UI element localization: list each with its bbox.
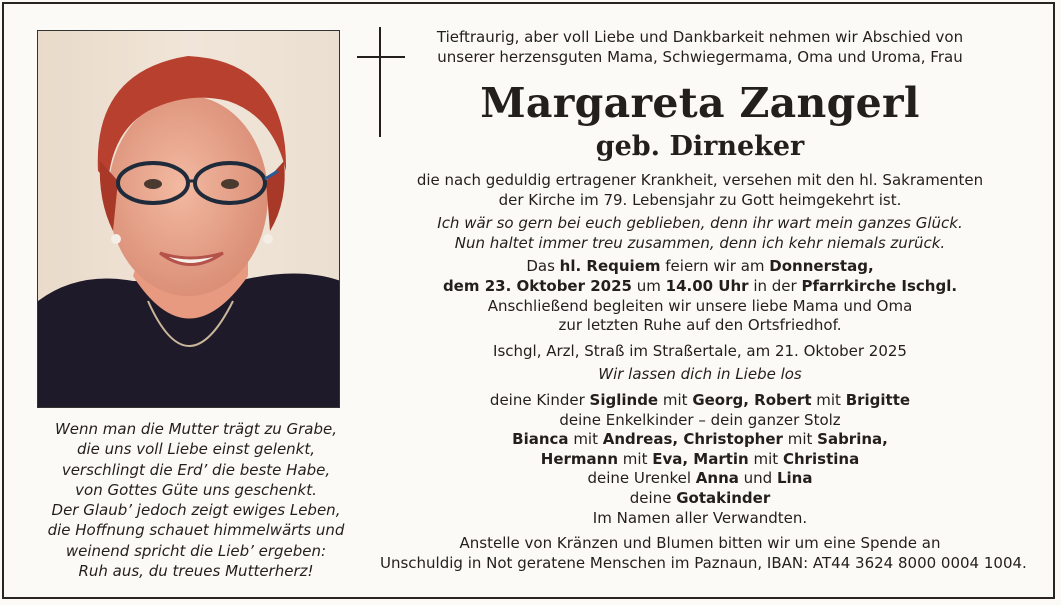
place-date: Ischgl, Arzl, Straß im Straßertale, am 21. Oktober 2025: [493, 341, 907, 360]
requiem-line: dem 23. Oktober 2025 um 14.00 Uhr in der Pfarrkirche Ischgl.: [442, 276, 958, 295]
poem-line: Ruh aus, du treues Mutterherz!: [78, 562, 314, 581]
family-line: Hermann mit Eva, Martin mit Christina: [540, 449, 860, 468]
requiem-line: Das hl. Requiem feiern wir am Donnerstag,: [526, 257, 874, 276]
requiem-line: zur letzten Ruhe auf den Ortsfriedhof.: [558, 316, 842, 335]
death-notice-line: der Kirche im 79. Lebensjahr zu Gott heimgekehrt ist.: [498, 190, 902, 209]
family-line: deine Gotakinder: [629, 488, 771, 507]
family-line: deine Kinder Siglinde mit Georg, Robert mit Brigitte: [489, 390, 911, 409]
poem-line: weinend spricht die Lieb’ ergeben:: [65, 541, 327, 560]
poem-line: Der Glaub’ jedoch zeigt ewiges Leben,: [51, 501, 341, 520]
maiden-name: geb. Dirneker: [595, 131, 805, 162]
poem-line: die uns voll Liebe einst gelenkt,: [76, 440, 316, 459]
donation-line: Anstelle von Kränzen und Blumen bitten wir um eine Spende an: [459, 534, 941, 553]
donation-line: Unschuldig in Not geratene Menschen im Paznaun, IBAN: AT44 3624 8000 0004 1004.: [380, 553, 1027, 572]
death-notice-line: die nach geduldig ertragener Krankheit, versehen mit den hl. Sakramenten: [416, 171, 984, 189]
quote-line: Ich wär so gern bei euch geblieben, denn ihr wart mein ganzes Glück.: [437, 214, 963, 233]
intro-line: unserer herzensguten Mama, Schwiegermama, Oma und Uroma, Frau: [437, 48, 963, 66]
memorial-poem: [20, 419, 372, 581]
poem-line: Wenn man die Mutter trägt zu Grabe,: [54, 420, 338, 438]
intro-line: Tieftraurig, aber voll Liebe und Dankbarkeit nehmen wir Abschied von: [436, 28, 964, 46]
portrait-photo: [37, 30, 340, 408]
cross-icon: [357, 27, 405, 137]
farewell-line: Wir lassen dich in Liebe los: [598, 365, 802, 384]
requiem-line: Anschließend begleiten wir unsere liebe Mama und Oma: [487, 296, 913, 315]
intro-text: [400, 27, 1000, 67]
poem-line: verschlingt die Erd’ die beste Habe,: [61, 460, 331, 479]
notice-body: [380, 171, 1027, 573]
family-line: Im Namen aller Verwandten.: [592, 508, 808, 527]
quote-line: Nun haltet immer treu zusammen, denn ich kehr niemals zurück.: [454, 233, 946, 252]
family-line: deine Enkelkinder – dein ganzer Stolz: [559, 410, 841, 429]
poem-line: die Hoffnung schauet himmelwärts und: [47, 521, 345, 540]
family-line: Bianca mit Andreas, Christopher mit Sabrina,: [512, 430, 888, 449]
family-line: deine Urenkel Anna und Lina: [587, 469, 813, 488]
deceased-name: Margareta Zangerl: [480, 79, 920, 127]
poem-line: von Gottes Güte uns geschenkt.: [75, 480, 317, 499]
